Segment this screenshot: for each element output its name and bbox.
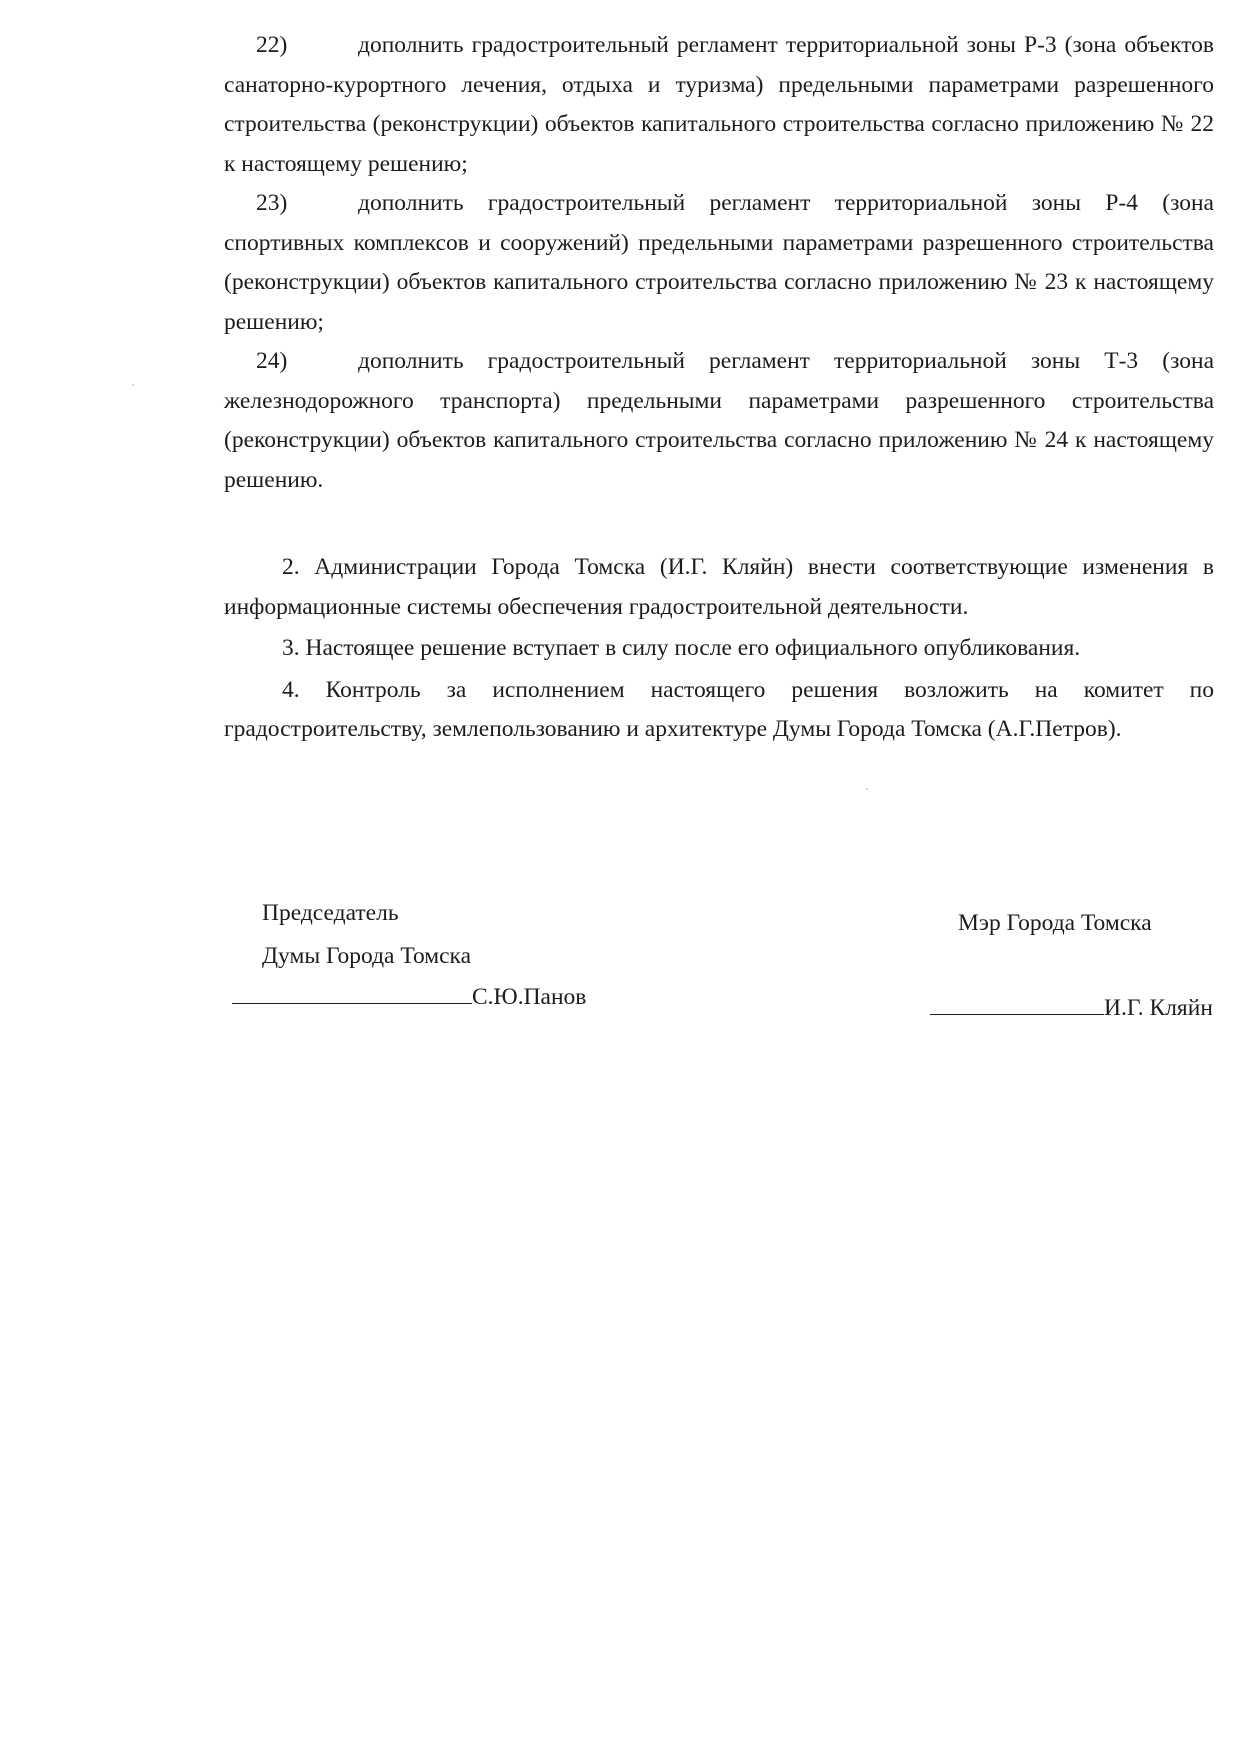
item-text: дополнить градостроительный регламент территориальной зоны Т-3 (зона железнодорожного транспорта) предельными параметрами разрешенного строительства (реконструкции) объектов капитального строительства согласно приложению № 24 к настоящему решению.: [224, 348, 1214, 493]
mayor-name: И.Г. Кляйн: [1104, 995, 1213, 1021]
item-text: дополнить градостроительный регламент территориальной зоны Р-3 (зона объектов санаторно-курортного лечения, отдыха и туризма) предельными параметрами разрешенного строительства (реконструкции) объектов капитального строительства согласно приложению № 22 к настоящему решению;: [224, 32, 1214, 177]
paragraph-3: 3. Настоящее решение вступает в силу после его официального опубликования.: [282, 635, 1081, 661]
signature-block-chairman: [262, 892, 586, 1019]
items-block: [224, 26, 1214, 500]
list-item-23: [224, 184, 1214, 342]
mayor-signature-row: [930, 987, 1213, 1030]
chairman-title-line1: Председатель: [262, 900, 399, 926]
item-text: дополнить градостроительный регламент территориальной зоны Р-4 (зона спортивных комплексов и сооружений) предельными параметрами разрешенного строительства (реконструкции) объектов капитального строительства согласно приложению № 23 к настоящему решению;: [224, 190, 1214, 335]
scan-speck: [132, 384, 134, 386]
list-item-22: [224, 26, 1214, 184]
paragraphs-block: [224, 548, 1214, 750]
item-number: 24): [256, 348, 288, 374]
list-item-24: [224, 342, 1214, 500]
paragraph-2: 2. Администрации Города Томска (И.Г. Кляйн) внести соответствующие изменения в информационные системы обеспечения градостроительной деятельности.: [224, 554, 1214, 620]
item-number: 22): [256, 32, 288, 58]
signature-line: [930, 1014, 1104, 1015]
scan-speck: [866, 788, 868, 790]
chairman-name: С.Ю.Панов: [472, 984, 587, 1010]
chairman-signature-row: [232, 976, 586, 1019]
signature-block-mayor: [958, 902, 1213, 1030]
chairman-title-line2: Думы Города Томска: [262, 943, 472, 969]
signature-line: [232, 1003, 472, 1004]
item-number: 23): [256, 190, 288, 216]
mayor-title: Мэр Города Томска: [958, 910, 1152, 936]
paragraph-4: 4. Контроль за исполнением настоящего решения возложить на комитет по градостроительству, землепользованию и архитектуре Думы Города Томска (А.Г.Петров).: [224, 676, 1214, 742]
